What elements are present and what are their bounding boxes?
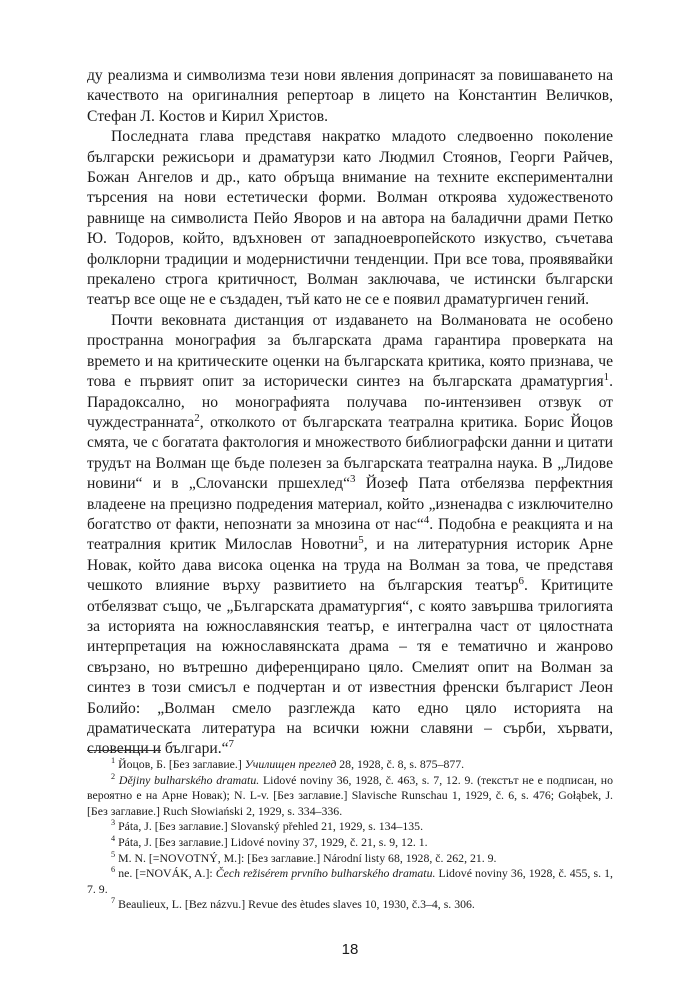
footnote: [87, 835, 613, 851]
page-number: 18: [341, 941, 359, 958]
text-run: Lidové noviny 36, 1928, č. 463, s. 7, 12. 9. (текстът не е подписан, но вероятно е на Арне Новак); N. L-v. [Без заглавие.] Slavische Runschau 1, 1929, č. 6, s. 476; Gołąbek, J. [Без заглавие.] Ruch Słowiański 2, 1929, s. 334–336.: [87, 772, 613, 818]
body-text: [87, 66, 613, 760]
footnote: [87, 757, 613, 773]
footnote-ref: 5: [358, 534, 364, 547]
text-run: Последната глава представя накратко младото следвоенно поколение български режисьори и драматурзи като Людмил Стоянов, Георги Райчев, Божан Ангелов и др., като обръща внимание на техните експериментални търсения на нови естетически форми. Волман откроява художественото равнище на символиста Пейо Яворов и на автора на баладични драми Петко Ю. Тодоров, който, вдъхновен от западноевропейското изкуство, съчетава фолклорни традиции и модернистични тенденции. При все това, проявявайки прекалено строга критичност, Волман заключава, че истински български театър все още не е създаден, тъй като не се е появил драматургичен гений.: [87, 128, 613, 309]
footnote-separator: [87, 750, 161, 751]
footnote-ref: 4: [423, 513, 430, 526]
footnote-ref: 2: [194, 411, 200, 424]
text-run: Почти вековната дистанция от издаването на Волмановата не особено пространна монография за българската драма гарантира проверката на времето и на критическите оценки на българската критика, която признава, че това е първият опит за исторически синтез на българската драматургия: [87, 311, 613, 391]
italic-title: Училищен преглед: [244, 757, 337, 771]
text-run: Йозеф Пата отбелязва перфектния владеене на прецизно подредения материал, който „изненадва с изключително богатство от факти, непознати за мнозина от нас“: [87, 475, 613, 533]
text-run: Páta, J. [Без заглавие.] Lidové noviny 37, 1929, č. 21, s. 9, 12. 1.: [115, 834, 428, 849]
footnote: [87, 819, 613, 835]
text-run: . Парадоксално, но монографията получава по-интензивен отзвук от чуждестранната: [87, 373, 613, 431]
footnote: [87, 897, 613, 913]
body-paragraph: [87, 127, 613, 311]
footnote: [87, 851, 613, 867]
footnote-ref: 3: [350, 472, 356, 485]
footnotes: [87, 757, 613, 913]
footnote-ref: 3: [111, 818, 116, 828]
footnote-ref: 7: [228, 738, 234, 751]
text-run: , отколкото от българската театрална критика. Борис Йоцов смята, че с богатата фактология и множеството библиографски данни и цитати трудът на Волман ще бъде полезен за българската театрална наука. В „Лидове новини“ и в „Слovански пршехлед“: [87, 413, 613, 493]
text-run: 28, 1928, č. 8, s. 875–877.: [336, 757, 465, 771]
footnote-ref: 2: [111, 771, 116, 781]
footnote-ref: 7: [111, 896, 116, 906]
body-paragraph: [87, 311, 613, 760]
footnote-ref: 6: [518, 574, 524, 587]
text-run: . Критиците отбелязват също, че „Българската драматургия“, с която завършва трилогията за историята на южнославянския театър, е интегрална част от цялостната интерпретация на южнославянската драма – тя е тематично и жанрово свързано, но вътрешно диференцирано цяло. Смелият опит на Волман за синтез в този смисъл е подчертан и от известния френски българист Леон Болийо: „Волман смело разглежда като едно цяло историята на драматическата литература на всички южни славяни – сърби, хървати, словенци и българи.“: [87, 577, 613, 758]
text-run: M. N. [=NOVOTNÝ, M.]: [Без заглавие.] Národní listy 68, 1928, č. 262, 21. 9.: [115, 850, 497, 865]
text-run: ду реализма и символизма тези нови явления допринасят за повишаването на качеството на оригиналния репертоар в лицето на Константин Величков, Стефан Л. Костов и Кирил Христов.: [87, 67, 613, 125]
text-run: . Подобна е реакцията и на театралния критик Милослав Новотни: [87, 515, 613, 554]
footnote-ref: 1: [111, 756, 116, 766]
footnote-ref: 6: [111, 865, 116, 875]
text-run: Beaulieux, L. [Bez názvu.] Revue des ètudes slaves 10, 1930, č.3–4, s. 306.: [115, 897, 475, 912]
text-run: , и на литературния историк Арне Новак, който дава висока оценка на труда на Волман за това, че представя чешкото влияние върху развитието на българския театър: [87, 536, 613, 595]
footnote-ref: 1: [603, 370, 610, 383]
text-run: ne. [=NOVÁK, A.]:: [115, 866, 216, 881]
text-run: Lidové noviny 36, 1928, č. 455, s. 1, 7. 9.: [87, 866, 613, 896]
footnote: [87, 773, 613, 820]
footnote-ref: 4: [111, 834, 116, 844]
body-paragraph: [87, 66, 613, 127]
footnote: [87, 866, 613, 897]
footnote-ref: 5: [111, 849, 116, 859]
italic-title: Dějiny bulharského dramatu.: [118, 772, 260, 787]
italic-title: Čech režisérem prvního bulharského dramatu.: [215, 866, 436, 881]
text-run: Йоцов, Б. [Без заглавие.]: [115, 757, 245, 771]
text-run: Páta, J. [Без заглавие.] Slovanský přehled 21, 1929, s. 134–135.: [115, 819, 424, 834]
